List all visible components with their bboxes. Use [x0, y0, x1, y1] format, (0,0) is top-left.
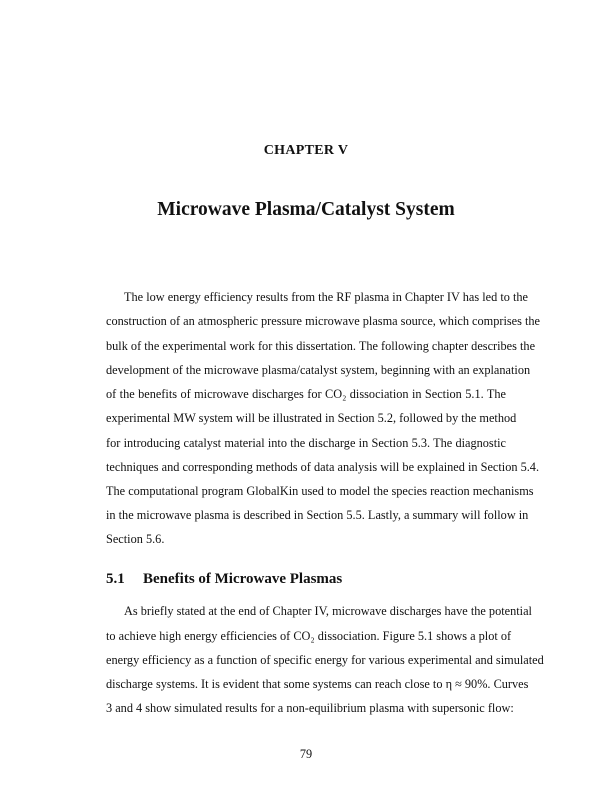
- text-line: bulk of the experimental work for this dissertation. The following chapter describes the: [106, 339, 536, 353]
- section-title: Benefits of Microwave Plasmas: [143, 571, 343, 587]
- text-line: Section 5.6.: [106, 532, 165, 546]
- text-line: to achieve high energy efficiencies of CO₂ dissociation. Figure 5.1 shows a plot of: [106, 629, 512, 643]
- text-line: discharge systems. It is evident that some systems can reach close to η ≈ 90%. Curves: [106, 677, 529, 691]
- section-number: 5.1: [106, 571, 125, 587]
- text-line: construction of an atmospheric pressure microwave plasma source, which comprises the: [106, 314, 541, 328]
- text-line: As briefly stated at the end of Chapter IV, microwave discharges have the potential: [124, 604, 532, 618]
- text-line: of the benefits of microwave discharges for CO₂ dissociation in Section 5.1. The: [106, 387, 506, 401]
- text-line: techniques and corresponding methods of data analysis will be explained in Section 5.4.: [106, 460, 540, 474]
- text-line: energy efficiency as a function of specific energy for various experimental and simulated: [106, 653, 544, 667]
- chapter-title: Microwave Plasma/Catalyst System: [157, 199, 455, 220]
- text-line: for introducing catalyst material into the discharge in Section 5.3. The diagnostic: [106, 436, 506, 450]
- page-number: 79: [299, 747, 313, 761]
- text-line: The computational program GlobalKin used to model the species reaction mechanisms: [106, 484, 534, 498]
- text-line: development of the microwave plasma/catalyst system, beginning with an explanation: [106, 363, 531, 377]
- text-line: The low energy efficiency results from the RF plasma in Chapter IV has led to the: [124, 290, 528, 304]
- chapter-label: CHAPTER V: [263, 143, 349, 158]
- text-line: 3 and 4 show simulated results for a non-equilibrium plasma with supersonic flow:: [106, 701, 514, 715]
- text-line: experimental MW system will be illustrated in Section 5.2, followed by the method: [106, 411, 517, 425]
- section-heading: [106, 571, 342, 588]
- text-line: in the microwave plasma is described in Section 5.5. Lastly, a summary will follow in: [106, 508, 529, 522]
